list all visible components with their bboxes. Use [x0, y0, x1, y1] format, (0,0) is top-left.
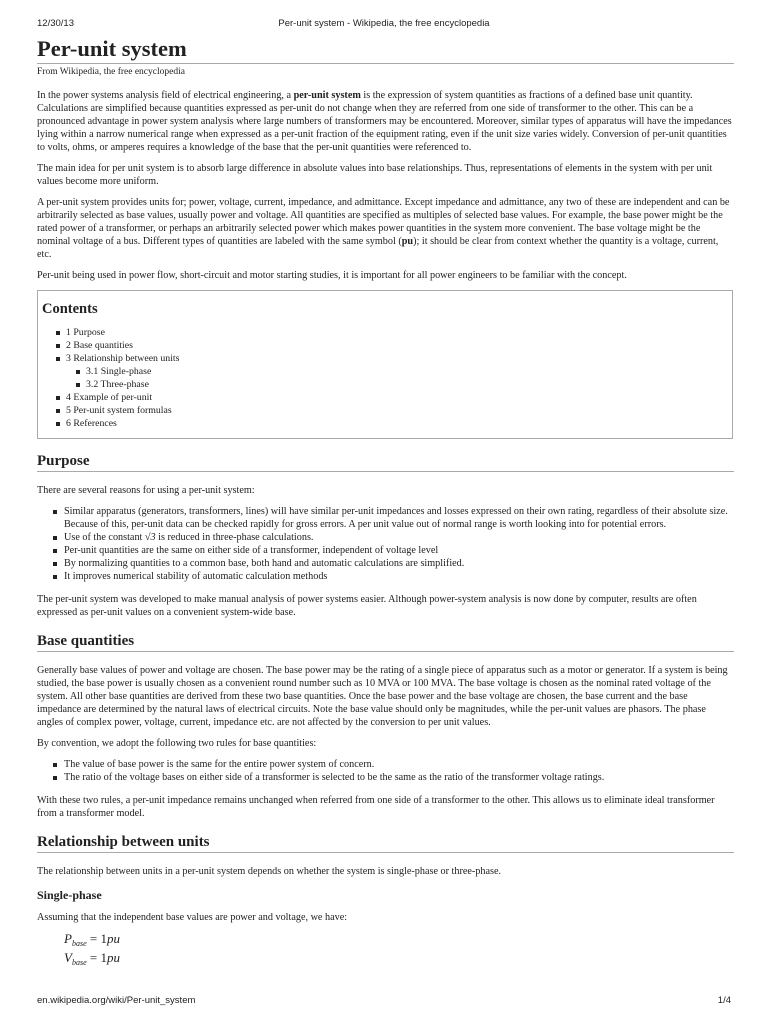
list-item: Per-unit quantities are the same on either side of a transformer, independent of voltage level [64, 544, 734, 557]
equation-p-base: $P_{base} = 1pu$ [64, 931, 120, 948]
page-title: Per-unit system [37, 36, 734, 64]
table-of-contents [37, 290, 733, 439]
base-paragraph-3: With these two rules, a per-unit impedance remains unchanged when referred from one side of a transformer to the other. This allows us to eliminate ideal transformer from a transformer model. [37, 795, 715, 819]
base-paragraph-1: Generally base values of power and voltage are chosen. The base power may be the rating of a single piece of apparatus such as a motor or generator. If a system is being studied, the base power is usually chosen as a convenient round number such as 10 MVA or 100 MVA. The base voltage is chosen as the nominal rated voltage of the system. All other base quantities are derived from these two base quantities. Once the base power and the base voltage are chosen, the base current and the base impedance are determined by the natural laws of electrical circuits. Note the base value should only be magnitudes, while the per-unit values are phasors. The phase angles of complex power, voltage, current, impedance etc. are not affected by the conversion to per unit values. [37, 665, 728, 728]
purpose-lead: There are several reasons for using a per-unit system: [37, 485, 255, 496]
list-item: The value of base power is the same for the entire power system of concern. [64, 758, 734, 771]
toc-item-references[interactable]: 6 References [66, 417, 728, 430]
list-item: Use of the constant √3 is reduced in three-phase calculations. [64, 531, 734, 544]
toc-item-formulas[interactable]: 5 Per-unit system formulas [66, 404, 728, 417]
toc-item-single-phase[interactable]: 3.1 Single-phase [86, 365, 728, 378]
purpose-closing: The per-unit system was developed to make manual analysis of power systems easier. Although power-system analysis is now done by computer, results are often expressed as per-unit values on a convenient system-wide base. [37, 594, 697, 618]
section-heading-relationship: Relationship between units [37, 834, 734, 853]
bold-term: per-unit system [293, 90, 361, 101]
print-page-number: 1/4 [717, 995, 731, 1006]
print-header [0, 18, 768, 32]
toc-title: Contents [42, 301, 98, 317]
toc-item-purpose[interactable]: 1 Purpose [66, 326, 728, 339]
list-item: Similar apparatus (generators, transformers, lines) will have similar per-unit impedances and losses expressed on their own rating, regardless of their absolute size. Because of this, per-unit data can be checked rapidly for gross errors. A per unit value out of normal range is worth looking into for potential errors. [64, 505, 734, 531]
section-heading-base-quantities: Base quantities [37, 633, 734, 652]
toc-item-relationship[interactable]: 3 Relationship between units 3.1 Single-phase 3.2 Three-phase [66, 352, 728, 391]
print-page-title: Per-unit system - Wikipedia, the free encyclopedia [278, 18, 490, 29]
intro-paragraph-2: The main idea for per unit system is to absorb large difference in absolute values into base relationships. Thus, representations of elements in the system with per unit values become more uniform. [37, 163, 713, 187]
toc-item-three-phase[interactable]: 3.2 Three-phase [86, 378, 728, 391]
subsection-heading-single-phase: Single-phase [37, 888, 102, 902]
print-footer [0, 995, 768, 1009]
list-item: The ratio of the voltage bases on either side of a transformer is selected to be the same as the ratio of the transformer voltage ratings. [64, 771, 734, 784]
relationship-paragraph: The relationship between units in a per-unit system depends on whether the system is single-phase or three-phase. [37, 866, 502, 877]
sqrt-3-symbol: √3 [144, 532, 156, 543]
list-item: By normalizing quantities to a common base, both hand and automatic calculations are simplified. [64, 557, 734, 570]
base-paragraph-2: By convention, we adopt the following two rules for base quantities: [37, 738, 317, 749]
intro-paragraph-1: In the power systems analysis field of electrical engineering, a per-unit system is the expression of system quantities as fractions of a defined base unit quantity. Calculations are simplified because quantities expressed as per-unit do not change when they are referred from one side of transformer to the other. This can be a pronounced advantage in power system analysis where large numbers of transformers may be encountered. Moreover, similar types of apparatus will have the impedances lying within a narrow numerical range when expressed as a per-unit fraction of the equipment rating, even if the unit size varies widely. Conversion of per-unit quantities to volts, ohms, or amperes requires a knowledge of the base that the per-unit quantities were referenced to. [37, 90, 732, 153]
toc-item-example[interactable]: 4 Example of per-unit [66, 391, 728, 404]
print-url: en.wikipedia.org/wiki/Per-unit_system [37, 995, 196, 1006]
toc-item-base-quantities[interactable]: 2 Base quantities [66, 339, 728, 352]
purpose-list [37, 505, 734, 583]
article-content [37, 36, 734, 970]
intro-paragraph-3: A per-unit system provides units for; power, voltage, current, impedance, and admittance. Except impedance and admittance, any two of these are independent and can be arbitrarily selected as base values, usually power and voltage. All quantities are specified as multiples of selected base values. For example, the base power might be the rated power of a transformer, or perhaps an arbitrarily selected power which makes power quantities in the system more convenient. The base voltage might be the nominal voltage of a bus. Different types of quantities are labeled with the same symbol (pu); it should be clear from context whether the quantity is a voltage, current, etc. [37, 197, 730, 260]
bold-term: pu [401, 236, 414, 247]
intro-paragraph-4: Per-unit being used in power flow, short-circuit and motor starting studies, it is important for all power engineers to be familiar with the concept. [37, 270, 627, 281]
equation-v-base: $V_{base} = 1pu$ [64, 950, 120, 967]
base-rules-list [37, 758, 734, 784]
single-phase-paragraph: Assuming that the independent base values are power and voltage, we have: [37, 912, 348, 923]
list-item: It improves numerical stability of automatic calculation methods [64, 570, 734, 583]
site-sub: From Wikipedia, the free encyclopedia [37, 67, 185, 77]
section-heading-purpose: Purpose [37, 453, 734, 472]
print-date: 12/30/13 [37, 18, 74, 29]
